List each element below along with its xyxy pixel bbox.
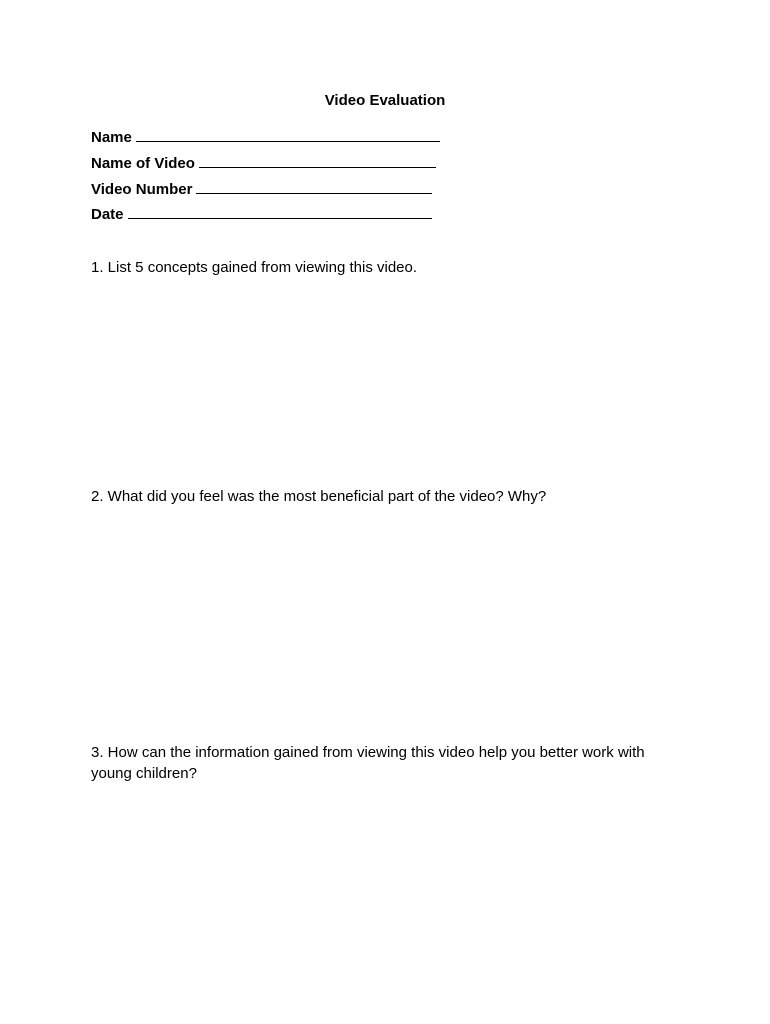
document-title: Video Evaluation [324, 92, 446, 109]
name-blank-line[interactable] [136, 127, 440, 142]
question-2: 2. What did you feel was the most beneficial part of the video? Why? [91, 488, 547, 505]
field-label: Name of Video [91, 155, 195, 172]
question-3: 3. How can the information gained from viewing this video help you better work with young children? [91, 744, 645, 782]
date-blank-line[interactable] [128, 204, 432, 219]
date-field [91, 204, 432, 225]
video-name-field [91, 153, 436, 174]
video-number-field [91, 179, 432, 200]
video-name-blank-line[interactable] [199, 153, 436, 168]
field-label: Name [91, 129, 132, 146]
field-label: Date [91, 206, 124, 223]
video-number-blank-line[interactable] [196, 179, 432, 194]
field-label: Video Number [91, 181, 193, 198]
question-1: 1. List 5 concepts gained from viewing this video. [91, 259, 418, 276]
name-field [91, 127, 440, 148]
